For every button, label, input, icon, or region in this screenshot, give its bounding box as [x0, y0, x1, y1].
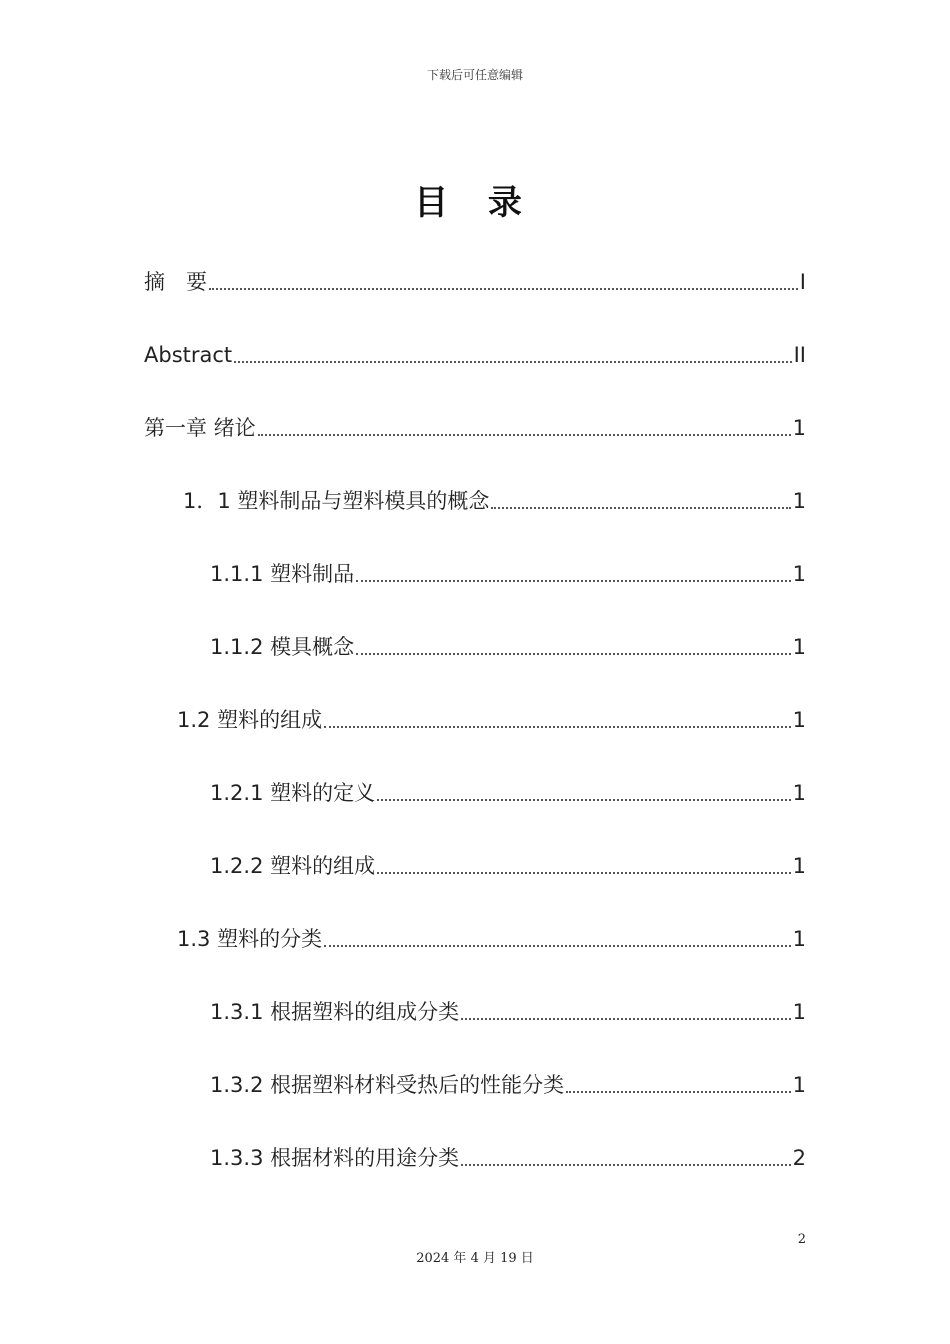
- toc-entry-label: 1.2.1 塑料的定义: [210, 781, 376, 805]
- toc-entry-page: 1: [792, 854, 806, 878]
- toc-entry-label: 1.3.3 根据材料的用途分类: [210, 1146, 460, 1170]
- page-title: 目 录: [414, 183, 536, 223]
- toc-leader-dots: [234, 357, 791, 363]
- toc-entry-label: 1.3 塑料的分类: [177, 927, 323, 951]
- toc-leader-dots: [356, 649, 791, 655]
- toc-entry-label: 1.3.1 根据塑料的组成分类: [210, 1000, 460, 1024]
- toc-leader-dots: [209, 284, 798, 290]
- toc-entry-label: 1.2.2 塑料的组成: [210, 854, 376, 878]
- toc-entry-page: I: [799, 270, 806, 294]
- toc-entry-page: 1: [792, 1000, 806, 1024]
- toc-leader-dots: [461, 1014, 791, 1020]
- toc-entry-1-2-1[interactable]: [210, 766, 806, 806]
- toc-entry-label: 1.1.2 模具概念: [210, 635, 355, 659]
- toc-leader-dots: [324, 941, 791, 947]
- toc-entry-1-1-1[interactable]: [210, 547, 806, 587]
- toc-entry-label: 1．1 塑料制品与塑料模具的概念: [183, 489, 490, 513]
- page-header: 下载后可任意编辑: [426, 68, 523, 82]
- page-footer-date: 2024 年 4 月 19 日: [416, 1251, 534, 1266]
- toc-entry-page: 2: [792, 1146, 806, 1170]
- toc-entry-page: 1: [792, 635, 806, 659]
- toc-leader-dots: [461, 1160, 791, 1166]
- toc-leader-dots: [566, 1087, 791, 1093]
- toc-entry-chapter-1[interactable]: [144, 401, 806, 441]
- toc-entry-abstract-cn[interactable]: [144, 255, 806, 295]
- toc-entry-1-3-1[interactable]: [210, 985, 806, 1025]
- toc-entry-page: 1: [792, 489, 806, 513]
- toc-leader-dots: [258, 430, 791, 436]
- toc-entry-label: 摘 要: [144, 270, 207, 294]
- toc-entry-page: 1: [792, 708, 806, 732]
- toc-entry-1-1[interactable]: [183, 474, 806, 514]
- toc-entry-page: 1: [792, 781, 806, 805]
- toc-entry-page: II: [793, 343, 806, 367]
- toc-leader-dots: [491, 503, 790, 509]
- toc-leader-dots: [324, 722, 791, 728]
- toc-entry-page: 1: [792, 562, 806, 586]
- toc-entry-label: 1.3.2 根据塑料材料受热后的性能分类: [210, 1073, 565, 1097]
- toc-entry-1-3[interactable]: [177, 912, 806, 952]
- toc-leader-dots: [377, 795, 791, 801]
- table-of-contents: [0, 255, 950, 1185]
- toc-entry-page: 1: [792, 416, 806, 440]
- toc-leader-dots: [356, 576, 791, 582]
- toc-entry-label: Abstract: [144, 343, 233, 367]
- page-number: 2: [797, 1232, 806, 1247]
- toc-leader-dots: [377, 868, 791, 874]
- toc-entry-1-3-2[interactable]: [210, 1058, 806, 1098]
- toc-entry-1-3-3[interactable]: [210, 1131, 806, 1171]
- toc-entry-page: 1: [792, 927, 806, 951]
- toc-entry-label: 1.2 塑料的组成: [177, 708, 323, 732]
- toc-entry-label: 第一章 绪论: [144, 416, 256, 440]
- toc-entry-page: 1: [792, 1073, 806, 1097]
- toc-entry-1-1-2[interactable]: [210, 620, 806, 660]
- toc-entry-label: 1.1.1 塑料制品: [210, 562, 355, 586]
- toc-entry-1-2[interactable]: [177, 693, 806, 733]
- toc-entry-1-2-2[interactable]: [210, 839, 806, 879]
- toc-entry-abstract-en[interactable]: [144, 328, 806, 368]
